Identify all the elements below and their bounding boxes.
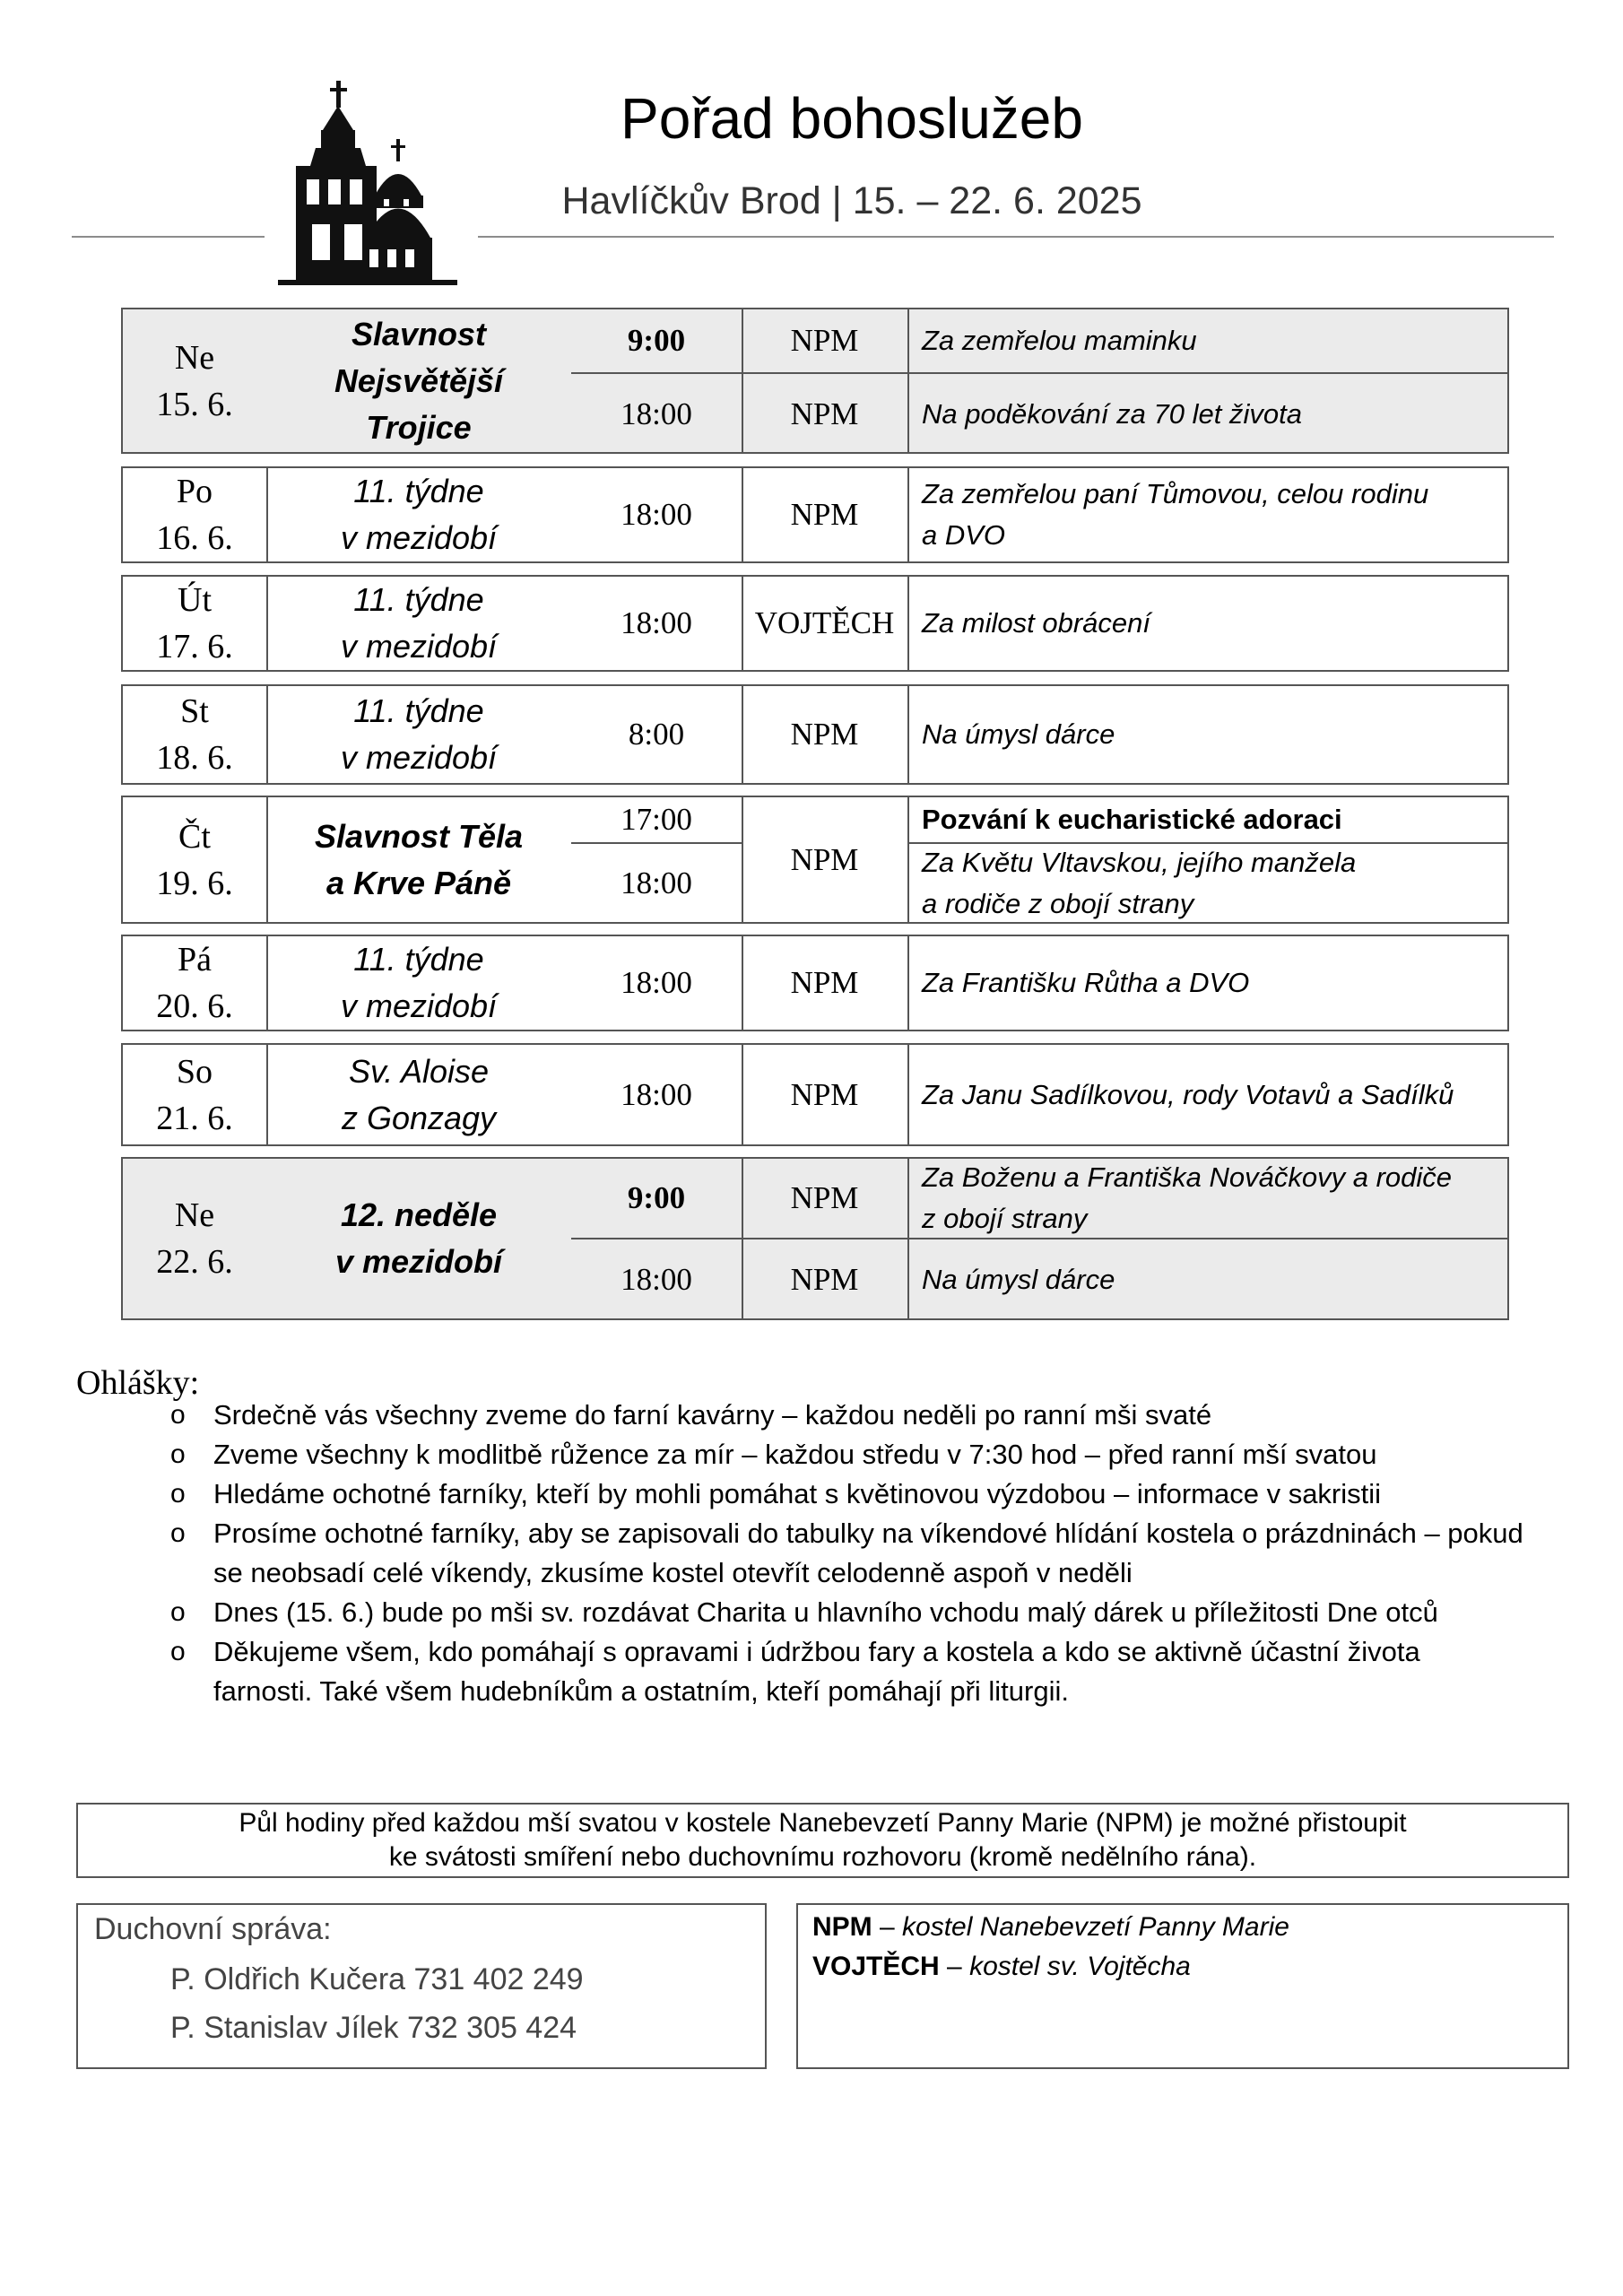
mass-time: 9:00 — [571, 309, 743, 372]
day-cell — [123, 686, 268, 783]
feast-cell — [266, 468, 573, 561]
feast-line: v mezidobí — [340, 628, 498, 665]
mass-place: NPM — [742, 468, 909, 561]
header-divider-left — [72, 236, 265, 238]
confession-line: Půl hodiny před každou mší svatou v kostele Nanebevzetí Panny Marie (NPM) je možné přistoupit — [239, 1808, 1407, 1838]
feast-cell — [266, 1045, 573, 1144]
schedule-day — [121, 575, 1509, 672]
day-cell — [123, 309, 268, 452]
mass-list — [571, 577, 1507, 670]
mass-row — [571, 468, 1507, 561]
mass-list — [571, 468, 1507, 561]
feast-cell — [266, 1159, 573, 1318]
mass-time: 18:00 — [571, 577, 743, 670]
priest-contact: P. Stanislav Jílek 732 305 424 — [170, 2011, 577, 2045]
legend-item: NPM – kostel Nanebevzetí Panny Marie — [812, 1912, 1289, 1942]
intention-line: Za Květu Vltavskou, jejího manžela — [922, 846, 1357, 878]
mass-time: 8:00 — [571, 686, 743, 783]
mass-intention: Na úmysl dárce — [922, 718, 1115, 750]
mass-intention: Za zemřelou maminku — [922, 325, 1197, 356]
mass-time: 17:00 — [571, 797, 743, 844]
legend-box — [796, 1903, 1569, 2069]
announcements-title: Ohlášky: — [76, 1364, 200, 1402]
day-date: 22. 6. — [156, 1243, 233, 1281]
mass-time: 18:00 — [571, 1045, 743, 1144]
day-date: 17. 6. — [156, 628, 233, 665]
legend-abbr: VOJTĚCH — [812, 1952, 940, 1981]
announcement-item — [170, 1593, 1551, 1632]
mass-place: NPM — [742, 1239, 909, 1320]
announcement-text: Dnes (15. 6.) bude po mši sv. rozdávat Charita u hlavního vchodu malý dárek u příležitosti Dne otců — [213, 1596, 1438, 1628]
legend-desc: kostel Nanebevzetí Panny Marie — [902, 1912, 1289, 1942]
feast-cell — [266, 797, 573, 922]
mass-place: NPM — [742, 1159, 909, 1238]
day-date: 18. 6. — [156, 739, 233, 777]
mass-intention: Pozvání k eucharistické adoraci — [907, 797, 1507, 844]
mass-list — [571, 797, 1507, 922]
priest-contact: P. Oldřich Kučera 731 402 249 — [170, 1962, 584, 1996]
mass-place: NPM — [742, 936, 909, 1030]
schedule-day — [121, 684, 1509, 785]
day-date: 20. 6. — [156, 987, 233, 1025]
feast-line: Trojice — [366, 408, 472, 446]
mass-place: NPM — [742, 797, 909, 922]
schedule-day — [121, 466, 1509, 563]
feast-line: Sv. Aloise — [348, 1052, 490, 1090]
feast-cell — [266, 936, 573, 1030]
announcement-text: Srdečně vás všechny zveme do farní kavárny – každou neděli po ranní mši svaté — [213, 1399, 1212, 1431]
page-subtitle: Havlíčkův Brod | 15. – 22. 6. 2025 — [561, 179, 1142, 222]
page-title: Pořad bohoslužeb — [621, 86, 1083, 151]
mass-time: 18:00 — [571, 844, 743, 922]
day-name: Út — [178, 581, 212, 619]
feast-line: Slavnost Těla — [314, 817, 524, 855]
schedule-day — [121, 935, 1509, 1031]
mass-row — [571, 577, 1507, 670]
mass-row — [571, 686, 1507, 783]
church-logo — [260, 81, 484, 296]
feast-line: v mezidobí — [334, 1243, 503, 1280]
feast-line: v mezidobí — [340, 519, 498, 556]
mass-row — [571, 309, 1507, 372]
bullet-icon: o — [170, 1597, 186, 1627]
confession-line: ke svátosti smíření nebo duchovnímu rozhovoru (kromě nedělního rána). — [388, 1842, 1257, 1872]
day-name: Ne — [174, 338, 215, 377]
intention-line: Za Boženu a Františka Nováčkovy a rodiče — [922, 1161, 1452, 1193]
announcement-item — [170, 1474, 1551, 1514]
day-name: Čt — [178, 817, 211, 856]
bullet-icon: o — [170, 1439, 186, 1469]
mass-intention — [907, 844, 1507, 922]
mass-place: NPM — [742, 309, 909, 372]
mass-place: NPM — [742, 374, 909, 454]
announcement-text: Děkujeme všem, kdo pomáhají s opravami i údržbou fary a kostela a kdo se aktivně účastní života farnosti. Také všem hudebníkům a ostatním, kteří pomáhají při liturgii. — [213, 1636, 1420, 1707]
mass-row — [571, 1238, 1507, 1320]
mass-list — [571, 309, 1507, 452]
mass-intention: Na poděkování za 70 let života — [922, 397, 1302, 430]
announcement-item — [170, 1396, 1551, 1435]
announcement-item — [170, 1514, 1551, 1593]
announcement-text: Prosíme ochotné farníky, aby se zapisovali do tabulky na víkendové hlídání kostela o prázdninách – pokud se neobsadí celé víkendy, zkusíme kostel otevřít celodenně aspoň v neděli — [213, 1518, 1523, 1588]
schedule-day — [121, 1043, 1509, 1146]
intention-line: Za zemřelou paní Tůmovou, celou rodinu — [922, 478, 1429, 509]
intention-line: a rodiče z obojí strany — [922, 887, 1194, 919]
feast-line: a Krve Páně — [325, 864, 512, 901]
contacts-heading: Duchovní správa: — [94, 1912, 332, 1946]
mass-time: 9:00 — [571, 1159, 743, 1238]
mass-time: 18:00 — [571, 468, 743, 561]
mass-place: NPM — [742, 1045, 909, 1144]
feast-line: Nejsvětější — [334, 361, 504, 399]
mass-row — [571, 1159, 1507, 1238]
day-name: Pá — [178, 941, 212, 978]
confession-note — [76, 1803, 1569, 1878]
schedule-day — [121, 308, 1509, 454]
announcement-text: Zveme všechny k modlitbě růžence za mír – každou středu v 7:30 hod – před ranní mší svatou — [213, 1439, 1377, 1470]
schedule-day — [121, 1157, 1509, 1320]
day-date: 21. 6. — [156, 1099, 233, 1137]
day-date: 16. 6. — [156, 519, 233, 557]
mass-intention: Za Františku Růtha a DVO — [922, 967, 1250, 998]
mass-intention: Na úmysl dárce — [922, 1264, 1115, 1295]
feast-line: 11. týdne — [353, 941, 484, 978]
intention-line: z obojí strany — [922, 1203, 1088, 1234]
day-date: 15. 6. — [156, 385, 233, 423]
mass-place: NPM — [742, 686, 909, 783]
day-cell — [123, 1045, 268, 1144]
day-name: St — [180, 692, 209, 730]
feast-cell — [266, 309, 573, 452]
day-cell — [123, 936, 268, 1030]
day-cell — [123, 468, 268, 561]
mass-list — [571, 936, 1507, 1030]
day-cell — [123, 1159, 268, 1318]
mass-intention: Za milost obrácení — [922, 607, 1150, 639]
bullet-icon: o — [170, 1479, 186, 1509]
mass-time: 18:00 — [571, 374, 743, 454]
announcement-item — [170, 1435, 1551, 1474]
feast-cell — [266, 686, 573, 783]
contacts-box — [76, 1903, 767, 2069]
mass-place: VOJTĚCH — [742, 577, 909, 670]
mass-list — [571, 686, 1507, 783]
day-date: 19. 6. — [156, 864, 233, 902]
mass-intention: Za Janu Sadílkovou, rody Votavů a Sadílků — [922, 1078, 1454, 1110]
mass-row — [571, 1045, 1507, 1144]
day-name: So — [176, 1052, 213, 1091]
mass-time: 18:00 — [571, 1239, 743, 1320]
feast-line: 11. týdne — [353, 473, 484, 509]
intention-line: a DVO — [922, 519, 1006, 551]
announcement-text: Hledáme ochotné farníky, kteří by mohli pomáhat s květinovou výzdobou – informace v sakristii — [213, 1478, 1382, 1509]
feast-line: 12. neděle — [340, 1196, 498, 1233]
feast-line: Slavnost — [351, 315, 487, 352]
mass-list — [571, 1159, 1507, 1318]
feast-cell — [266, 577, 573, 670]
feast-line: z Gonzagy — [341, 1099, 497, 1136]
feast-line: v mezidobí — [340, 987, 498, 1024]
header-divider-right — [478, 236, 1554, 238]
announcement-item — [170, 1632, 1551, 1711]
legend-item: VOJTĚCH – kostel sv. Vojtěcha — [812, 1952, 1191, 1981]
bullet-icon: o — [170, 1518, 186, 1548]
day-name: Po — [176, 473, 213, 510]
mass-time: 18:00 — [571, 936, 743, 1030]
mass-row — [571, 936, 1507, 1030]
feast-line: v mezidobí — [340, 739, 498, 776]
day-name: Ne — [174, 1196, 215, 1234]
feast-line: 11. týdne — [353, 581, 484, 618]
mass-intention — [907, 468, 1507, 561]
schedule-day — [121, 796, 1509, 924]
legend-abbr: NPM — [812, 1912, 872, 1942]
mass-intention — [907, 1159, 1507, 1238]
bullet-icon: o — [170, 1637, 186, 1666]
bullet-icon: o — [170, 1400, 186, 1430]
day-cell — [123, 577, 268, 670]
mass-list — [571, 1045, 1507, 1144]
mass-row — [571, 372, 1507, 454]
day-cell — [123, 797, 268, 922]
legend-desc: kostel sv. Vojtěcha — [969, 1952, 1191, 1981]
feast-line: 11. týdne — [353, 692, 484, 729]
